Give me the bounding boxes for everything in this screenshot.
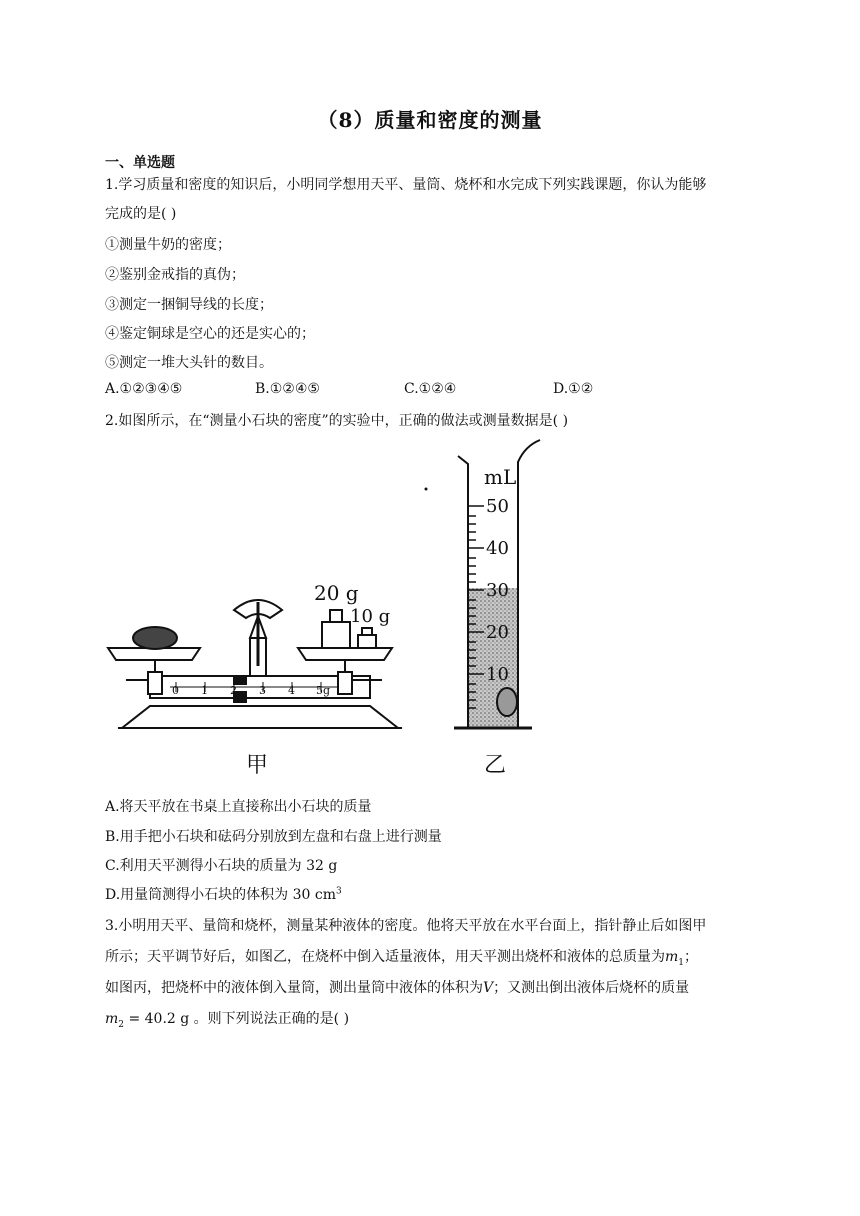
q3-var-m1: m [665,949,679,965]
scale-label-3: 3 [259,684,266,697]
figure-caption-jia: 甲 [246,753,269,778]
q3-var-m2: m [105,1011,119,1027]
q3-var-v: V [483,980,494,996]
q1-item-4: ④鉴定铜球是空心的还是实心的； [105,326,315,342]
q3-line3-text: 如图丙，把烧杯中的液体倒入量筒，测出量筒中液体的体积为 [105,980,483,996]
scale-label-5g: 5g [316,684,331,697]
cylinder-label-40: 40 [486,538,509,559]
cylinder-unit-label: mL [484,465,517,489]
q1-option-c: C.①②④ [404,381,457,397]
section-title: 一、单选题 [105,155,175,171]
scale-label-1: 1 [201,684,208,697]
q2-option-b: B.用手把小石块和砝码分别放到左盘和右盘上进行测量 [105,829,442,845]
q1-option-a: A.①②③④⑤ [105,381,183,397]
q1-item-5: ⑤测定一堆大头针的数目。 [105,355,273,371]
q2-option-a: A.将天平放在书桌上直接称出小石块的质量 [105,799,372,815]
q3-line2-text: 所示；天平调节好后，如图乙，在烧杯中倒入适量液体，用天平测出烧杯和液体的总质量为 [105,949,665,965]
cylinder-label-50: 50 [486,496,509,517]
q2-stem: 2.如图所示，在“测量小石块的密度”的实验中，正确的做法或测量数据是( ) [105,413,569,429]
q2-option-d-text: D.用量筒测得小石块的体积为 30 cm [105,887,337,903]
weight-label-10g: 10 g [350,606,391,627]
q1-item-2: ②鉴别金戒指的真伪； [105,267,245,283]
q1-stem-line2: 完成的是( ) [105,206,177,222]
q1-stem-line1: 1.学习质量和密度的知识后，小明同学想用天平、量筒、烧杯和水完成下列实践课题，你认为能够 [105,177,707,193]
q3-sub-1: 1 [678,957,685,968]
q1-option-b: B.①②④⑤ [255,381,320,397]
scale-label-0: 0 [172,684,179,697]
q2-option-d [105,884,342,904]
figure-caption-yi: 乙 [484,753,507,778]
q3-sub-2: 2 [118,1019,125,1030]
q2-option-c: C.利用天平测得小石块的质量为 32 g [105,858,338,874]
q1-item-1: ①测量牛奶的密度； [105,237,231,253]
q1-item-3: ③测定一捆铜导线的长度； [105,297,273,313]
cylinder-label-30: 30 [486,580,509,601]
q3-line3 [105,977,689,997]
scale-label-2: 2 [230,684,237,697]
weight-label-20g: 20 g [314,581,359,605]
q3-line4 [105,1008,349,1030]
q3-line1: 3.小明用天平、量筒和烧杯，测量某种液体的密度。他将天平放在水平台面上，指针静止后如图甲 [105,918,707,934]
balance-and-cylinder-illustration [100,436,560,786]
q3-line3-end: ；又测出倒出液体后烧杯的质量 [493,980,690,996]
cylinder-label-10: 10 [486,664,509,685]
q3-line4-end: = 40.2 g 。则下列说法正确的是( ) [124,1011,350,1027]
q2-option-d-superscript: 3 [336,886,342,897]
q2-figure [100,436,560,786]
q3-line2 [105,946,698,968]
page-title: （8）质量和密度的测量 [317,108,543,132]
q1-option-d: D.①② [553,381,594,397]
q3-line2-end: ； [684,949,699,965]
cylinder-label-20: 20 [486,622,509,643]
scale-label-4: 4 [288,684,295,697]
